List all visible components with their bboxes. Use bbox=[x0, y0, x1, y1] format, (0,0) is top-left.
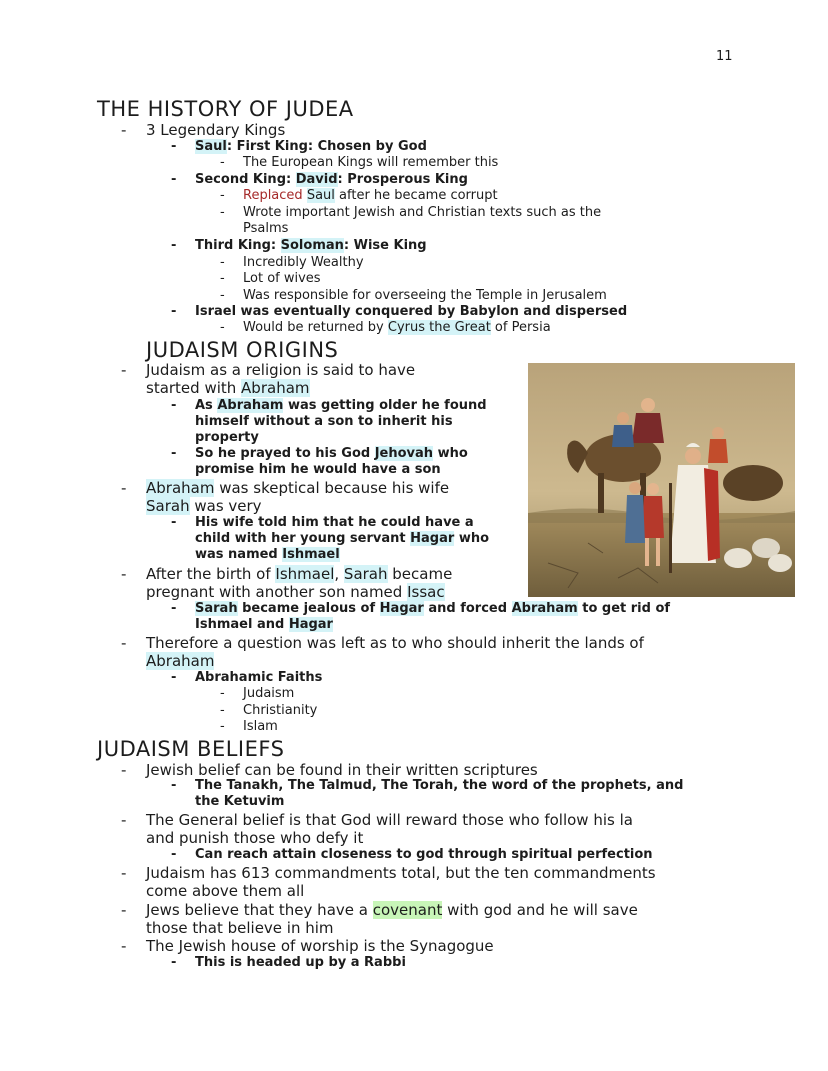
bullet-dash: - bbox=[121, 565, 127, 583]
name-saul: Saul bbox=[195, 139, 227, 154]
bullet-dash: - bbox=[121, 361, 127, 379]
bullet-dash: - bbox=[171, 238, 177, 253]
origins-s3-cont: child with her young servant Hagar who bbox=[195, 531, 490, 546]
kings-heading: 3 Legendary Kings bbox=[146, 121, 286, 139]
origins-p3-cont: pregnant with another son named Issac bbox=[146, 583, 445, 601]
origins-s1-cont: property bbox=[195, 430, 259, 445]
david-note-texts-cont: Psalms bbox=[243, 221, 289, 236]
bullet-dash: - bbox=[121, 634, 127, 652]
beliefs-b1-sub-cont: the Ketuvim bbox=[195, 794, 285, 809]
israel-line: Israel was eventually conquered by Babylon and dispersed bbox=[195, 304, 628, 319]
origins-s1-cont: himself without a son to inherit his bbox=[195, 414, 453, 429]
bullet-dash: - bbox=[121, 901, 127, 919]
beliefs-b2: The General belief is that God will reward those who follow his la bbox=[146, 811, 633, 829]
bullet-dash: - bbox=[220, 719, 225, 734]
soloman-note: Lot of wives bbox=[243, 271, 321, 286]
saul-note: The European Kings will remember this bbox=[243, 155, 499, 170]
origins-p4: Therefore a question was left as to who should inherit the lands of bbox=[146, 634, 644, 652]
bullet-dash: - bbox=[171, 172, 177, 187]
beliefs-b2-sub: Can reach attain closeness to god through spiritual perfection bbox=[195, 847, 653, 862]
soloman-note: Was responsible for overseeing the Temple in Jerusalem bbox=[243, 288, 607, 303]
origins-s1: As Abraham was getting older he found bbox=[195, 398, 487, 413]
bullet-dash: - bbox=[171, 601, 177, 616]
origins-p3: After the birth of Ishmael, Sarah became bbox=[146, 565, 453, 583]
bullet-dash: - bbox=[171, 515, 177, 530]
david-note-replaced: Replaced Saul after he became corrupt bbox=[243, 188, 498, 203]
bullet-dash: - bbox=[220, 188, 225, 203]
heading-history-of-judea: THE HISTORY OF JUDEA bbox=[97, 97, 354, 121]
bullet-dash: - bbox=[171, 847, 177, 862]
soloman-note: Incredibly Wealthy bbox=[243, 255, 364, 270]
page-number: 11 bbox=[716, 49, 733, 64]
origins-s3: His wife told him that he could have a bbox=[195, 515, 474, 530]
origins-p2-cont: Sarah was very bbox=[146, 497, 262, 515]
beliefs-b3: Judaism has 613 commandments total, but the ten commandments bbox=[146, 864, 656, 882]
faiths-heading: Abrahamic Faiths bbox=[195, 670, 323, 685]
origins-p2: Abraham was skeptical because his wife bbox=[146, 479, 450, 497]
beliefs-b2-cont: and punish those who defy it bbox=[146, 829, 364, 847]
bullet-dash: - bbox=[220, 703, 225, 718]
soloman-line: Third King: Soloman: Wise King bbox=[195, 238, 427, 253]
bullet-dash: - bbox=[171, 398, 177, 413]
bullet-dash: - bbox=[121, 864, 127, 882]
beliefs-b4: Jews believe that they have a covenant with god and he will save bbox=[146, 901, 638, 919]
covenant-highlight: covenant bbox=[372, 901, 443, 919]
returned-line: Would be returned by Cyrus the Great of Persia bbox=[243, 320, 551, 335]
painting-illustration bbox=[528, 363, 795, 597]
david-note-texts: Wrote important Jewish and Christian texts such as the bbox=[243, 205, 602, 220]
faith-item: Christianity bbox=[243, 703, 318, 718]
bullet-dash: - bbox=[121, 937, 127, 955]
bullet-dash: - bbox=[220, 205, 225, 220]
beliefs-b5: The Jewish house of worship is the Synagogue bbox=[146, 937, 494, 955]
bullet-dash: - bbox=[220, 255, 225, 270]
bullet-dash: - bbox=[220, 288, 225, 303]
bullet-dash: - bbox=[121, 811, 127, 829]
bullet-dash: - bbox=[171, 304, 177, 319]
origins-s3-cont: was named Ishmael bbox=[195, 547, 340, 562]
bullet-dash: - bbox=[171, 139, 177, 154]
beliefs-b3-cont: come above them all bbox=[146, 882, 305, 900]
bullet-dash: - bbox=[171, 446, 177, 461]
faith-item: Islam bbox=[243, 719, 278, 734]
faith-item: Judaism bbox=[243, 686, 295, 701]
heading-judaism-beliefs: JUDAISM BELIEFS bbox=[97, 737, 285, 761]
origins-s4: Sarah became jealous of Hagar and forced Abraham to get rid of bbox=[195, 601, 671, 616]
origins-s4-cont: Ishmael and Hagar bbox=[195, 617, 333, 632]
origins-s2-cont: promise him he would have a son bbox=[195, 462, 441, 477]
origins-p1-cont: started with Abraham bbox=[146, 379, 310, 397]
beliefs-b4-cont: those that believe in him bbox=[146, 919, 334, 937]
beliefs-b1-sub: The Tanakh, The Talmud, The Torah, the word of the prophets, and bbox=[195, 778, 684, 793]
david-line: Second King: David: Prosperous King bbox=[195, 172, 468, 187]
origins-s2: So he prayed to his God Jehovah who bbox=[195, 446, 468, 461]
bullet-dash: - bbox=[220, 320, 225, 335]
bullet-dash: - bbox=[121, 761, 127, 779]
bullet-dash: - bbox=[121, 121, 127, 139]
name-soloman: Soloman bbox=[280, 238, 344, 253]
bullet-dash: - bbox=[171, 670, 177, 685]
name-david: David bbox=[295, 172, 338, 187]
abraham-painting bbox=[528, 363, 795, 597]
beliefs-b5-sub: This is headed up by a Rabbi bbox=[195, 955, 406, 970]
bullet-dash: - bbox=[220, 271, 225, 286]
bullet-dash: - bbox=[171, 955, 177, 970]
origins-p1: Judaism as a religion is said to have bbox=[146, 361, 416, 379]
bullet-dash: - bbox=[220, 686, 225, 701]
saul-line: Saul: First King: Chosen by God bbox=[195, 139, 427, 154]
origins-p4-cont: Abraham bbox=[146, 652, 215, 670]
bullet-dash: - bbox=[171, 778, 177, 793]
bullet-dash: - bbox=[121, 479, 127, 497]
heading-judaism-origins: JUDAISM ORIGINS bbox=[146, 338, 339, 362]
bullet-dash: - bbox=[220, 155, 225, 170]
beliefs-b1: Jewish belief can be found in their written scriptures bbox=[146, 761, 538, 779]
